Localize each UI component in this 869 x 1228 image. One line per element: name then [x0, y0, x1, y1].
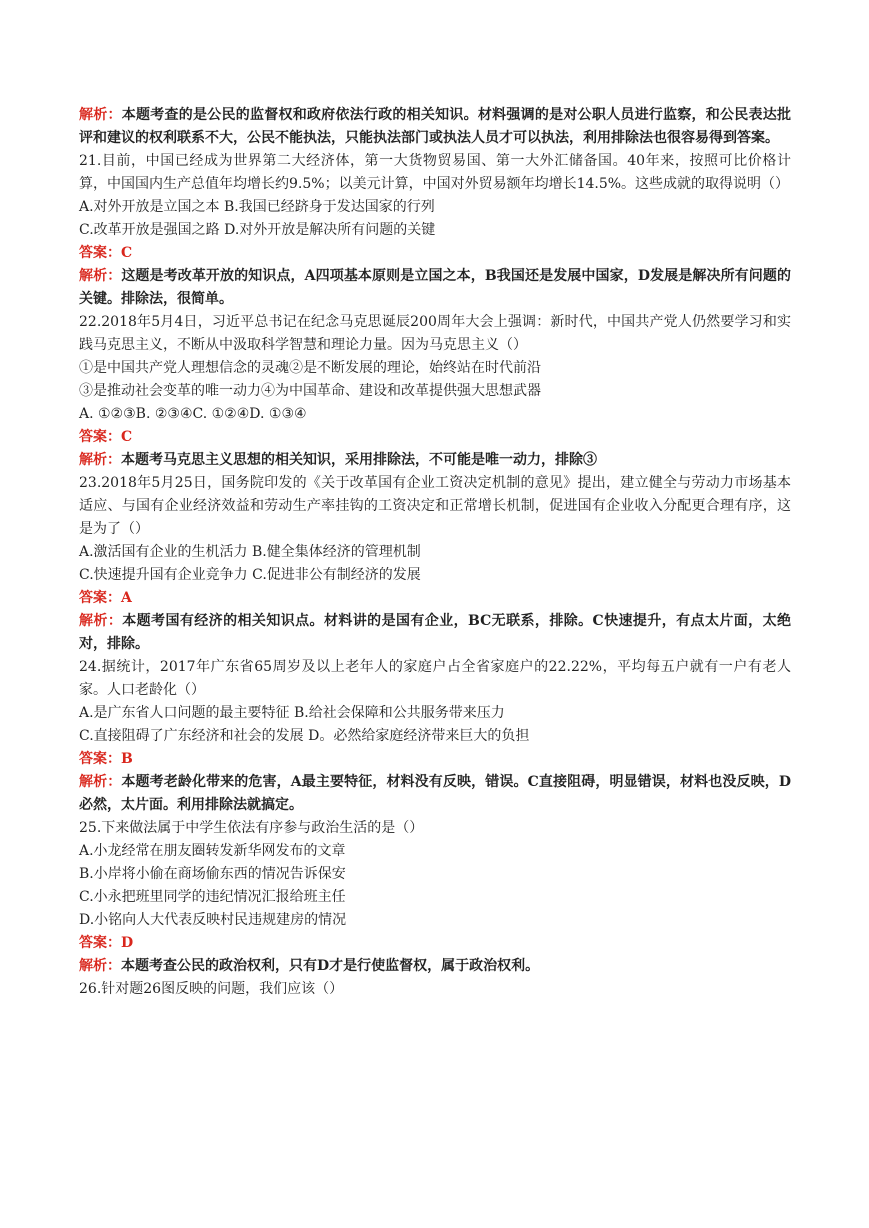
analysis-paragraph: [79, 449, 791, 472]
answer-value: C: [121, 429, 133, 445]
question-paragraph: 23.2018年5月25日，国务院印发的《关于改革国有企业工资决定机制的意见》提出，建立健全与劳动力市场基本适应、与国有企业经济效益和劳动生产率挂钩的工资决定和正常增长机制，促进国有企业收入分配更合理有序，这是为了（）: [79, 475, 791, 537]
answer-line: [79, 426, 791, 449]
answer-label: 答案：: [79, 590, 121, 606]
text-line: A.是广东省人口问题的最主要特征 B.给社会保障和公共服务带来压力: [79, 705, 505, 721]
text-line: 25.下来做法属于中学生依法有序参与政治生活的是（）: [79, 820, 424, 836]
text-line: B.小岸将小偷在商场偷东西的情况告诉保安: [79, 866, 346, 882]
analysis-label: 解析：: [79, 958, 121, 974]
answer-label: 答案：: [79, 245, 121, 261]
analysis-text: 本题考国有经济的相关知识点。材料讲的是国有企业，BC无联系，排除。C快速提升，有点太片面，太绝对，排除。: [79, 613, 791, 652]
text-line: A. ①②③B. ②③④C. ①②④D. ①③④: [79, 406, 307, 422]
analysis-paragraph: [79, 771, 791, 817]
analysis-paragraph: [79, 104, 791, 150]
analysis-paragraph: [79, 265, 791, 311]
analysis-label: 解析：: [79, 613, 123, 629]
answer-line: [79, 932, 791, 955]
analysis-label: 解析：: [79, 452, 121, 468]
analysis-text: 本题考马克思主义思想的相关知识，采用排除法，不可能是唯一动力，排除③: [121, 452, 597, 468]
text-line: C.小永把班里同学的违纪情况汇报给班主任: [79, 889, 346, 905]
text-line: ③是推动社会变革的唯一动力④为中国革命、建设和改革提供强大思想武器: [79, 383, 541, 399]
question-paragraph: 22.2018年5月4日，习近平总书记在纪念马克思诞辰200周年大会上强调：新时代，中国共产党人仍然要学习和实践马克思主义，不断从中汲取科学智慧和理论力量。因为马克思主义（）: [79, 314, 791, 353]
text-line: A.激活国有企业的生机活力 B.健全集体经济的管理机制: [79, 544, 421, 560]
text-line: C.直接阻碍了广东经济和社会的发展 D。必然给家庭经济带来巨大的负担: [79, 728, 530, 744]
answer-label: 答案：: [79, 935, 121, 951]
analysis-text: 本题考查公民的政治权利，只有D才是行使监督权，属于政治权利。: [121, 958, 540, 974]
analysis-label: 解析：: [79, 268, 122, 284]
answer-value: B: [121, 751, 133, 767]
analysis-paragraph: [79, 955, 791, 978]
text-line: A.小龙经常在朋友圈转发新华网发布的文章: [79, 843, 346, 859]
analysis-label: 解析：: [79, 774, 122, 790]
analysis-label: 解析：: [79, 107, 122, 123]
question-paragraph: 21.目前，中国已经成为世界第二大经济体，第一大货物贸易国、第一大外汇储备国。40年来，按照可比价格计算，中国国内生产总值年均增长约9.5%；以美元计算，中国对外贸易额年均增长14.5%。这些成就的取得说明（）: [79, 153, 791, 192]
text-line: C.快速提升国有企业竞争力 C.促进非公有制经济的发展: [79, 567, 421, 583]
answer-line: [79, 242, 791, 265]
text-line: 26.针对题26图反映的问题，我们应该（）: [79, 981, 344, 997]
answer-value: C: [121, 245, 133, 261]
analysis-text: 这题是考改革开放的知识点，A四项基本原则是立国之本，B我国还是发展中国家，D发展是解决所有问题的关键。排除法，很简单。: [79, 268, 791, 307]
text-line: ①是中国共产党人理想信念的灵魂②是不断发展的理论，始终站在时代前沿: [79, 360, 541, 376]
document-page: [79, 104, 791, 1001]
answer-line: [79, 748, 791, 771]
analysis-paragraph: [79, 610, 791, 656]
text-line: A.对外开放是立国之本 B.我国已经跻身于发达国家的行列: [79, 199, 435, 215]
analysis-text: 本题考老龄化带来的危害，A最主要特征，材料没有反映，错误。C直接阻碍，明显错误，材料也没反映，D必然，太片面。利用排除法就搞定。: [79, 774, 791, 813]
question-paragraph: 24.据统计，2017年广东省65周岁及以上老年人的家庭户占全省家庭户的22.22%，平均每五户就有一户有老人家。人口老龄化（）: [79, 659, 791, 698]
text-line: C.改革开放是强国之路 D.对外开放是解决所有问题的关键: [79, 222, 436, 238]
answer-label: 答案：: [79, 429, 121, 445]
answer-value: A: [121, 590, 132, 606]
answer-label: 答案：: [79, 751, 121, 767]
text-line: D.小铭向人大代表反映村民违规建房的情况: [79, 912, 347, 928]
answer-value: D: [121, 935, 134, 951]
answer-line: [79, 587, 791, 610]
analysis-text: 本题考查的是公民的监督权和政府依法行政的相关知识。材料强调的是对公职人员进行监察，和公民表达批评和建议的权利联系不大，公民不能执法，只能执法部门或执法人员才可以执法，利用排除法也很容易得到答案。: [79, 107, 792, 146]
